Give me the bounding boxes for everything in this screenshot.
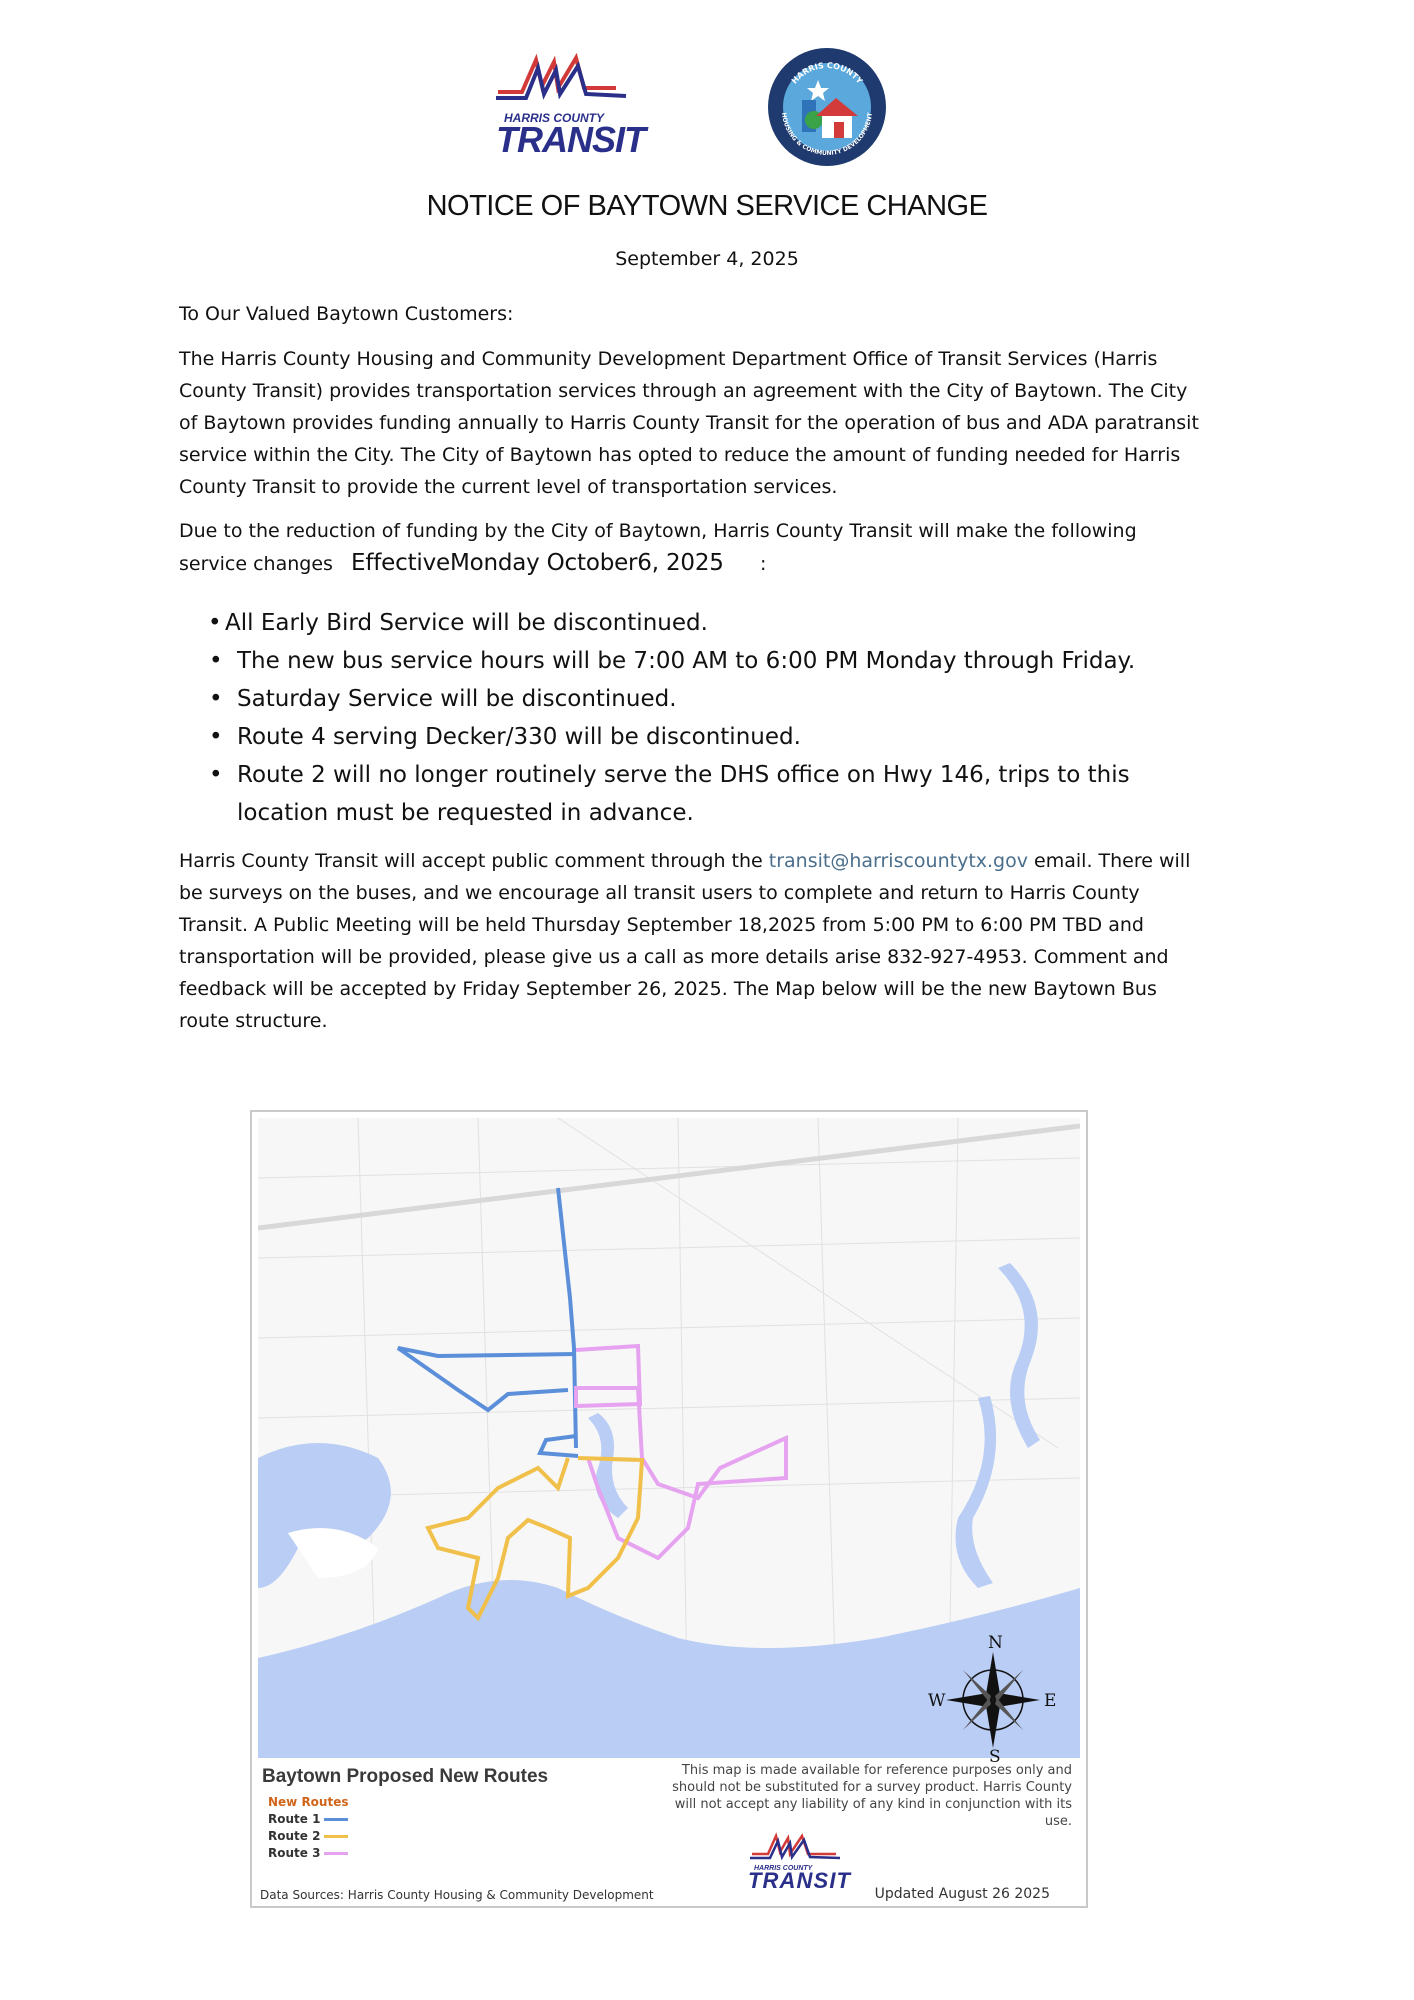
route-map — [250, 1110, 1088, 1908]
map-logo-line2: TRANSIT — [748, 1868, 850, 1892]
list-item-text: Saturday Service will be discontinued. — [237, 686, 677, 712]
hcd-seal-logo — [766, 46, 888, 168]
colon: : — [759, 553, 767, 575]
list-item-text: Route 4 serving Decker/330 will be discontinued. — [237, 724, 801, 750]
salutation: To Our Valued Baytown Customers: — [179, 303, 514, 325]
seal-bottom-text: HOUSING & COMMUNITY DEVELOPMENT — [780, 112, 874, 158]
list-item: • The new bus service hours will be 7:00 AM to 6:00 PM Monday through Friday. — [209, 648, 1136, 674]
reduction-paragraph — [179, 515, 1199, 580]
map-title: Baytown Proposed New Routes — [262, 1766, 549, 1787]
legend-route-1 — [268, 1812, 348, 1826]
notice-date: September 4, 2025 — [615, 248, 799, 270]
route-2-swatch — [324, 1835, 348, 1838]
seal-top-text: HARRIS COUNTY — [789, 60, 865, 86]
list-item: • Route 2 will no longer routinely serve the DHS office on Hwy 146, trips to this location must be requested in advance. — [209, 762, 1130, 826]
list-item: • All Early Bird Service will be discontinued. — [208, 610, 708, 636]
reduction-text: Due to the reduction of funding by the City of Baytown, Harris County Transit will make the following — [179, 520, 1137, 542]
map-transit-logo — [746, 1832, 856, 1892]
comment-text-after: email. There will be surveys on the buses, and we encourage all transit users to complete and return to Harris County Transit. A Public Meeting will be held Thursday September 18,2025 from 5:00 PM to 6:00 PM TBD and transportation will be provided, please give us a call as more details arise 832-927-4953. Comment and feedback will be accepted by Friday September 26, 2025. The Map below will be the new Baytown Bus route structure. — [179, 850, 1191, 1032]
service-changes-list — [203, 604, 1203, 832]
compass-s: S — [989, 1747, 1001, 1762]
legend-route-3 — [268, 1846, 348, 1860]
route-1-swatch — [324, 1818, 348, 1821]
logo-line1: HARRIS COUNTY — [504, 111, 605, 125]
legend-route-2 — [268, 1829, 348, 1843]
legend-label: Route 2 — [268, 1829, 321, 1843]
compass-e: E — [1044, 1691, 1057, 1711]
list-item-text: Route 2 will no longer routinely serve the DHS office on Hwy 146, trips to this location must be requested in advance. — [237, 762, 1130, 826]
compass-w: W — [928, 1691, 946, 1711]
list-item: • Saturday Service will be discontinued. — [209, 686, 677, 712]
email-link[interactable]: transit@harriscountytx.gov — [768, 850, 1028, 872]
legend-label: Route 1 — [268, 1812, 321, 1826]
route-3-swatch — [324, 1852, 348, 1855]
list-item-text: The new bus service hours will be 7:00 AM to 6:00 PM Monday through Friday. — [237, 648, 1136, 674]
logo-line2: TRANSIT — [496, 119, 646, 160]
map-logo-line1: HARRIS COUNTY — [754, 1865, 813, 1872]
legend-heading: New Routes — [268, 1795, 349, 1809]
page-title: NOTICE OF BAYTOWN SERVICE CHANGE — [426, 190, 988, 222]
map-updated-date: Updated August 26 2025 — [874, 1886, 1050, 1902]
service-changes-label: service changes — [179, 553, 333, 575]
compass-rose-icon — [928, 1632, 1058, 1762]
compass-n: N — [988, 1633, 1003, 1653]
comment-paragraph — [179, 845, 1199, 1037]
harris-county-transit-logo — [492, 52, 652, 160]
effective-date: EffectiveMonday October6, 2025 — [351, 550, 724, 576]
comment-text-before: Harris County Transit will accept public comment through the — [179, 850, 769, 872]
legend-label: Route 3 — [268, 1846, 321, 1860]
data-sources: Data Sources: Harris County Housing & Community Development — [260, 1888, 654, 1902]
intro-paragraph: The Harris County Housing and Community Development Department Office of Transit Services (Harris County Transit) provides transportation services through an agreement with the City of Baytown. The City of Baytown provides funding annually to Harris County Transit for the operation of bus and ADA paratransit service within the City. The City of Baytown has opted to reduce the amount of funding needed for Harris County Transit to provide the current level of transportation services. — [179, 348, 1199, 498]
list-item: • Route 4 serving Decker/330 will be discontinued. — [209, 724, 801, 750]
map-disclaimer: This map is made available for reference purposes only and should not be substituted for a survey product. Harris County will not accept any liability of any kind in conjunction with its use. — [672, 1763, 1072, 1829]
list-item-text: All Early Bird Service will be discontinued. — [225, 610, 708, 636]
